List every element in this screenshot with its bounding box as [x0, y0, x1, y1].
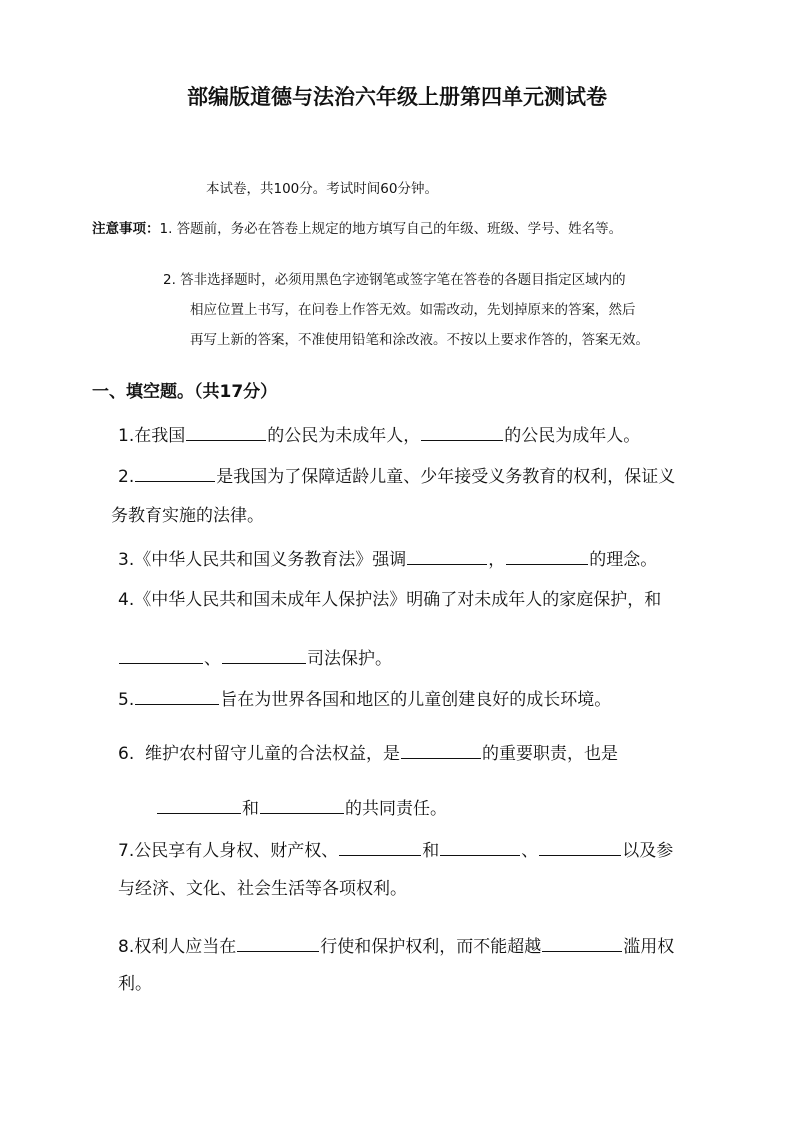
answer-blank[interactable] [440, 840, 520, 856]
question-2-line-1 [118, 466, 675, 486]
question-6-text-a: 6. 维护农村留守儿童的合法权益，是 [118, 744, 401, 764]
question-1 [118, 425, 640, 445]
question-1-text-a: 1.在我国 [118, 426, 186, 446]
answer-blank[interactable] [135, 466, 215, 482]
section-heading-fill-in: 一、填空题。（共17分） [92, 382, 278, 402]
question-7-text-a: 7.公民享有人身权、财产权、 [118, 841, 339, 861]
answer-blank[interactable] [339, 840, 421, 856]
answer-blank[interactable] [237, 936, 319, 952]
question-7-line-1 [118, 840, 673, 860]
question-5-text-a: 5. [118, 690, 135, 710]
question-4-line-1: 4.《中华人民共和国未成年人保护法》明确了对未成年人的家庭保护，和 [118, 590, 662, 610]
notes-item-2-line-1: 2. 答非选择题时，必须用黑色字迹钢笔或签字笔在答卷的各题目指定区域内的 [163, 272, 626, 288]
question-6-line-2 [156, 798, 447, 818]
question-7-line-2: 与经济、文化、社会生活等各项权利。 [118, 879, 407, 899]
question-2-line-2: 务教育实施的法律。 [111, 506, 264, 526]
answer-blank[interactable] [421, 425, 503, 441]
question-6-text-d: 的共同责任。 [345, 799, 447, 819]
answer-blank[interactable] [401, 743, 481, 759]
question-2-text-a: 2. [118, 467, 135, 487]
question-7-text-b: 和 [422, 841, 440, 861]
answer-blank[interactable] [186, 425, 266, 441]
answer-blank[interactable] [260, 798, 344, 814]
question-3-text-a: 3.《中华人民共和国义务教育法》强调 [118, 550, 407, 570]
question-8-line-1 [118, 936, 674, 956]
question-1-text-c: 的公民为成年人。 [504, 426, 641, 446]
notes-line-1 [92, 223, 622, 237]
question-4-text-c: 司法保护。 [307, 649, 392, 669]
question-3-text-c: 的理念。 [589, 550, 658, 570]
answer-blank[interactable] [135, 689, 219, 705]
question-3-text-b: ， [488, 550, 506, 570]
question-3 [118, 549, 657, 569]
question-4-text-b: 、 [204, 649, 221, 669]
notes-item-2-line-3: 再写上新的答案，不准使用铅笔和涂改液。不按以上要求作答的，答案无效。 [190, 332, 649, 348]
answer-blank[interactable] [542, 936, 622, 952]
question-5 [118, 689, 611, 709]
question-6-text-c: 和 [242, 799, 259, 819]
question-8-line-2: 利。 [118, 974, 152, 994]
question-4-line-2 [118, 648, 392, 668]
question-2-text-b: 是我国为了保障适龄儿童、少年接受义务教育的权利，保证义 [216, 467, 676, 487]
question-5-text-b: 旨在为世界各国和地区的儿童创建良好的成长环境。 [220, 690, 612, 710]
question-7-text-c: 、 [521, 841, 539, 861]
answer-blank[interactable] [222, 648, 306, 664]
exam-intro: 本试卷，共100分。考试时间60分钟。 [206, 181, 438, 197]
answer-blank[interactable] [407, 549, 487, 565]
question-8-text-b: 行使和保护权利，而不能超越 [320, 937, 542, 957]
answer-blank[interactable] [539, 840, 621, 856]
answer-blank[interactable] [119, 648, 203, 664]
question-6-line-1 [118, 743, 618, 763]
answer-blank[interactable] [506, 549, 588, 565]
notes-item-2-line-2: 相应位置上书写，在问卷上作答无效。如需改动，先划掉原来的答案，然后 [190, 302, 636, 318]
answer-blank[interactable] [157, 798, 241, 814]
page-title: 部编版道德与法治六年级上册第四单元测试卷 [187, 84, 607, 109]
question-8-text-c: 滥用权 [623, 937, 675, 957]
question-6-text-b: 的重要职责，也是 [482, 744, 619, 764]
question-7-text-d: 以及参 [622, 841, 674, 861]
question-1-text-b: 的公民为未成年人， [267, 426, 421, 446]
notes-item-1: 1. 答题前，务必在答卷上规定的地方填写自己的年级、班级、学号、姓名等。 [159, 221, 623, 237]
question-8-text-a: 8.权利人应当在 [118, 937, 237, 957]
notes-label: 注意事项： [92, 221, 160, 237]
